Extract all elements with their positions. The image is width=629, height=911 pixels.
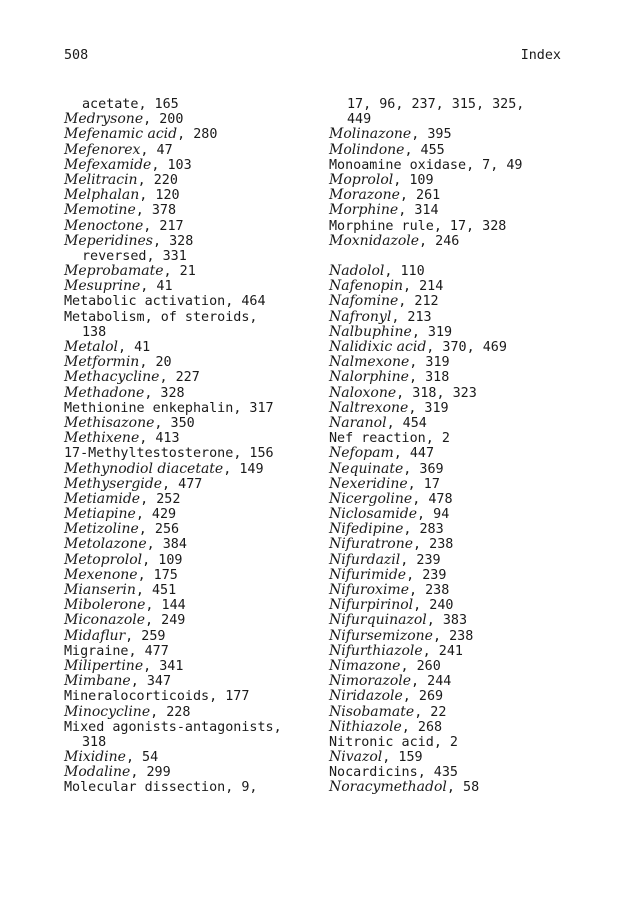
index-entry bbox=[329, 553, 589, 568]
index-entry bbox=[329, 705, 589, 720]
index-page-refs: , 455 bbox=[404, 142, 445, 158]
index-term: 449 bbox=[347, 112, 372, 128]
index-page-refs: , 252 bbox=[140, 491, 181, 507]
index-entry bbox=[329, 629, 589, 644]
index-page-refs: , 22 bbox=[414, 704, 447, 720]
index-term: Nifurthiazole bbox=[329, 642, 423, 659]
index-term: Nafomine bbox=[329, 293, 399, 310]
index-entry bbox=[329, 765, 589, 780]
index-entry bbox=[64, 553, 324, 568]
index-entry bbox=[64, 644, 324, 659]
index-page-refs: , 454 bbox=[386, 415, 427, 431]
index-entry bbox=[329, 97, 589, 112]
index-term: Milipertine bbox=[64, 657, 144, 674]
index-term: Memotine bbox=[64, 202, 136, 219]
index-term: Molecular dissection, 9, bbox=[64, 780, 258, 796]
index-entry bbox=[64, 477, 324, 492]
index-term: Nimazone bbox=[329, 657, 401, 674]
index-term: Niclosamide bbox=[329, 506, 418, 523]
index-term: Noracymethadol bbox=[329, 779, 447, 796]
index-column-right bbox=[329, 97, 589, 796]
index-entry bbox=[64, 659, 324, 674]
index-entry bbox=[329, 340, 589, 355]
index-entry bbox=[64, 143, 324, 158]
index-page-refs: , 429 bbox=[135, 507, 177, 523]
index-entry bbox=[329, 370, 589, 385]
index-term: Mixed agonists-antagonists, bbox=[64, 719, 282, 735]
index-page-refs: , 370, 469 bbox=[426, 340, 507, 355]
index-term: Morphine bbox=[329, 202, 399, 219]
index-entry bbox=[329, 401, 589, 416]
index-page-refs: , 378 bbox=[135, 203, 177, 219]
index-entry bbox=[64, 97, 324, 112]
index-page-refs: , 239 bbox=[400, 552, 441, 568]
index-entry bbox=[329, 310, 589, 325]
index-term: Nexeridine bbox=[329, 475, 408, 492]
index-term: Meperidines bbox=[64, 232, 153, 249]
index-page-refs: , 260 bbox=[400, 658, 441, 674]
index-term: Nithiazole bbox=[329, 718, 402, 735]
index-term: Nivazol bbox=[329, 749, 383, 766]
index-entry bbox=[64, 492, 324, 507]
index-page-refs: , 328 bbox=[152, 233, 194, 249]
index-entry bbox=[64, 629, 324, 644]
index-page-refs: , 350 bbox=[154, 415, 195, 431]
index-page-refs: , 447 bbox=[393, 446, 435, 462]
index-term: Metiapine bbox=[64, 506, 136, 523]
index-term: Meprobamate bbox=[64, 263, 164, 280]
index-term: reversed bbox=[82, 248, 147, 264]
index-page-refs: , 159 bbox=[382, 750, 423, 766]
index-page-refs: , 238 bbox=[432, 628, 474, 644]
index-page-refs: , 477 bbox=[162, 476, 203, 492]
index-entry bbox=[64, 598, 324, 613]
index-page-refs: , 94 bbox=[417, 507, 450, 523]
index-page-refs: , 110 bbox=[384, 264, 425, 280]
index-page-refs: , 217 bbox=[143, 218, 184, 234]
page-number: 508 bbox=[64, 48, 89, 63]
index-term: Methionine enkephalin bbox=[64, 400, 234, 416]
index-entry bbox=[329, 522, 589, 537]
index-entry bbox=[64, 462, 324, 477]
index-page-refs: , 213 bbox=[391, 309, 432, 325]
index-entry bbox=[64, 674, 324, 689]
index-entry bbox=[64, 583, 324, 598]
index-page-refs: , 347 bbox=[130, 674, 172, 690]
index-entry bbox=[64, 522, 324, 537]
index-entry bbox=[329, 583, 589, 598]
index-term: Nefopam bbox=[329, 445, 394, 462]
index-entry bbox=[329, 127, 589, 142]
index-page-refs: , 20 bbox=[139, 355, 172, 371]
index-entry bbox=[329, 325, 589, 340]
index-term: Nalorphine bbox=[329, 369, 409, 386]
index-entry bbox=[329, 720, 589, 735]
index-page-refs: , 328 bbox=[144, 385, 185, 401]
index-entry bbox=[329, 735, 589, 750]
index-term: Methadone bbox=[64, 384, 145, 401]
index-term: 318 bbox=[82, 734, 107, 750]
index-page-refs: , 239 bbox=[406, 567, 447, 583]
index-page-refs: , 103 bbox=[151, 157, 192, 173]
index-entry bbox=[329, 416, 589, 431]
index-page-refs: , 283 bbox=[403, 522, 444, 538]
index-entry bbox=[64, 234, 324, 249]
index-entry bbox=[64, 219, 324, 234]
index-entry bbox=[329, 431, 589, 446]
index-page-refs: , 395 bbox=[411, 127, 452, 143]
index-term: Metoprolol bbox=[64, 551, 143, 568]
index-term: Methisazone bbox=[64, 414, 155, 431]
index-entry bbox=[64, 416, 324, 431]
index-term: Metalol bbox=[64, 339, 118, 355]
index-page-refs: , 165 bbox=[138, 97, 179, 112]
index-term: Methacycline bbox=[64, 369, 160, 386]
index-page-refs: , 58 bbox=[446, 780, 480, 796]
index-term: Melphalan bbox=[64, 187, 140, 204]
index-term: Nadolol bbox=[329, 263, 385, 280]
index-term: Nifursemizone bbox=[329, 627, 433, 644]
index-page-refs: , 238 bbox=[408, 583, 450, 598]
index-term: Mianserin bbox=[64, 582, 136, 598]
index-entry bbox=[64, 446, 324, 461]
index-page-refs: , 319 bbox=[411, 324, 453, 340]
index-entry bbox=[64, 568, 324, 583]
index-term: Metformin bbox=[64, 354, 140, 371]
index-entry bbox=[329, 386, 589, 401]
index-term: Mefexamide bbox=[64, 156, 152, 173]
index-entry bbox=[329, 537, 589, 552]
index-entry bbox=[329, 568, 589, 583]
index-page-refs: , 21 bbox=[163, 264, 196, 280]
index-page-refs: , 200 bbox=[143, 112, 184, 128]
index-page-refs: , 244 bbox=[411, 674, 452, 690]
index-entry bbox=[329, 750, 589, 765]
index-page-refs: , 451 bbox=[135, 583, 177, 598]
index-term: Molinazone bbox=[329, 126, 412, 143]
index-term: Nifedipine bbox=[329, 521, 404, 538]
index-gap bbox=[329, 249, 589, 264]
index-entry bbox=[329, 158, 589, 173]
index-page-refs: , 177 bbox=[209, 689, 250, 705]
running-head: Index bbox=[520, 48, 561, 63]
index-page-refs: , 318, 323 bbox=[396, 385, 477, 401]
index-term: Metiamide bbox=[64, 490, 141, 507]
index-page-refs: , 317 bbox=[233, 400, 274, 416]
index-term: Nalbuphine bbox=[329, 323, 412, 340]
index-entry bbox=[64, 507, 324, 522]
index-term: Nocardicins bbox=[329, 765, 418, 781]
index-term: Metabolism, of steroids, bbox=[64, 309, 258, 325]
index-page-refs: , 464 bbox=[225, 294, 266, 310]
index-term: Mefenamic acid bbox=[64, 126, 178, 143]
index-entry bbox=[329, 492, 589, 507]
index-page-refs: , 2 bbox=[433, 734, 458, 750]
index-term: 138 bbox=[82, 324, 107, 340]
index-page-refs: , 477 bbox=[128, 643, 169, 659]
index-entry bbox=[64, 735, 324, 750]
index-page-refs: , 369 bbox=[403, 461, 444, 477]
index-term: Methysergide bbox=[64, 475, 163, 492]
index-page-refs: , 269 bbox=[402, 689, 444, 705]
index-page-refs: , 341 bbox=[143, 658, 184, 674]
index-entry bbox=[64, 279, 324, 294]
index-page-refs: , 268 bbox=[401, 719, 443, 735]
index-page-refs: , 41 bbox=[140, 279, 173, 295]
index-entry bbox=[64, 173, 324, 188]
index-entry bbox=[329, 644, 589, 659]
index-entry bbox=[329, 780, 589, 795]
index-entry bbox=[329, 112, 589, 127]
index-term: Mineralocorticoids bbox=[64, 689, 210, 705]
index-term: Menoctone bbox=[64, 217, 144, 234]
index-page-refs: , 256 bbox=[138, 522, 180, 538]
index-page-refs: , 314 bbox=[398, 203, 439, 219]
index-page-refs: , 228 bbox=[150, 704, 191, 720]
index-page-refs: , 280 bbox=[177, 127, 218, 143]
index-entry bbox=[64, 370, 324, 385]
index-page-refs: , 109 bbox=[142, 552, 183, 568]
index-term: Mexenone bbox=[64, 566, 138, 583]
index-page-refs: , 109 bbox=[393, 172, 434, 188]
index-term: acetate bbox=[82, 97, 139, 112]
index-page-refs: , 259 bbox=[125, 628, 166, 644]
index-page-refs: , 241 bbox=[422, 643, 463, 659]
index-page-refs: , 246 bbox=[419, 233, 460, 249]
index-term: Molindone bbox=[329, 141, 405, 158]
index-term: Nisobamate bbox=[329, 703, 415, 720]
index-term: Methynodiol diacetate bbox=[64, 460, 224, 477]
index-entry bbox=[329, 143, 589, 158]
index-entry bbox=[329, 294, 589, 309]
index-term: Nifurimide bbox=[329, 566, 407, 583]
index-entry bbox=[64, 705, 324, 720]
index-entry bbox=[64, 431, 324, 446]
index-entry bbox=[329, 674, 589, 689]
index-term: Modaline bbox=[64, 764, 131, 781]
index-entry bbox=[329, 264, 589, 279]
index-page-refs: , 435 bbox=[417, 765, 458, 781]
index-page-refs: , 478 bbox=[412, 491, 453, 507]
index-page-refs: , 149 bbox=[223, 461, 264, 477]
index-term: Nalidixic acid bbox=[329, 339, 427, 355]
index-entry bbox=[329, 462, 589, 477]
index-term: Metabolic activation bbox=[64, 294, 226, 310]
index-term: Monoamine oxidase bbox=[329, 157, 467, 173]
index-entry bbox=[64, 613, 324, 628]
index-term: Mefenorex bbox=[64, 141, 141, 158]
index-page-refs: , 319 bbox=[409, 355, 450, 371]
index-entry bbox=[329, 613, 589, 628]
index-term: Mixidine bbox=[64, 749, 126, 766]
index-term: Nequinate bbox=[329, 460, 404, 477]
index-entry bbox=[329, 173, 589, 188]
index-page-refs: , 383 bbox=[426, 613, 468, 629]
index-entry bbox=[329, 188, 589, 203]
index-page-refs: , 41 bbox=[117, 340, 151, 355]
index-page-refs: , 175 bbox=[137, 567, 178, 583]
index-term: Morphine rule bbox=[329, 218, 434, 234]
index-term: Mesuprine bbox=[64, 278, 141, 295]
index-entry bbox=[329, 477, 589, 492]
index-term: Nafronyl bbox=[329, 308, 392, 325]
index-entry bbox=[329, 234, 589, 249]
index-page-refs: , 319 bbox=[408, 400, 449, 416]
index-page-refs: , 384 bbox=[146, 537, 187, 553]
index-entry bbox=[64, 537, 324, 552]
index-term: Methixene bbox=[64, 430, 140, 447]
index-term: Nicergoline bbox=[329, 490, 413, 507]
index-term: Metolazone bbox=[64, 536, 147, 553]
index-page-refs: , 249 bbox=[145, 613, 186, 629]
index-term: Mimbane bbox=[64, 673, 131, 690]
index-term: Metizoline bbox=[64, 521, 139, 538]
index-term: Morazone bbox=[329, 187, 400, 204]
index-term: Nifurquinazol bbox=[329, 612, 427, 629]
index-term: Minocycline bbox=[64, 703, 151, 720]
index-entry bbox=[64, 112, 324, 127]
index-page-refs: , 238 bbox=[413, 537, 454, 553]
index-term: Melitracin bbox=[64, 171, 138, 188]
index-page-refs: , 156 bbox=[233, 446, 274, 462]
index-term: Miconazole bbox=[64, 612, 146, 629]
index-entry bbox=[329, 203, 589, 218]
index-term: Nifuratrone bbox=[329, 536, 414, 553]
index-page-refs: , 227 bbox=[159, 370, 200, 386]
index-column-left bbox=[64, 97, 324, 796]
index-entry bbox=[64, 158, 324, 173]
index-entry bbox=[64, 386, 324, 401]
index-entry bbox=[64, 127, 324, 142]
index-term: Niridazole bbox=[329, 688, 403, 705]
index-term: Naranol bbox=[329, 414, 387, 431]
index-page-refs: , 214 bbox=[402, 279, 444, 295]
index-page-refs: , 2 bbox=[425, 431, 450, 447]
index-term: Naltrexone bbox=[329, 399, 409, 416]
index-page-refs: , 144 bbox=[145, 598, 186, 614]
index-entry bbox=[329, 598, 589, 613]
index-entry bbox=[329, 219, 589, 234]
index-entry bbox=[64, 264, 324, 279]
index-entry bbox=[64, 720, 324, 735]
index-entry bbox=[329, 659, 589, 674]
index-entry bbox=[64, 340, 324, 355]
index-term: Midaflur bbox=[64, 627, 126, 644]
index-page-refs: , 47 bbox=[140, 142, 173, 158]
index-entry bbox=[64, 765, 324, 780]
index-page-refs: , 17 bbox=[407, 476, 440, 492]
index-term: Nalmexone bbox=[329, 354, 410, 371]
index-term: Medrysone bbox=[64, 111, 144, 128]
index-entry bbox=[64, 249, 324, 264]
index-term: 17, 96, 237, 315, 325, bbox=[347, 97, 525, 112]
index-page-refs: , 17, 328 bbox=[433, 218, 507, 234]
index-entry bbox=[64, 750, 324, 765]
index-entry bbox=[64, 780, 324, 795]
index-entry bbox=[64, 401, 324, 416]
index-entry bbox=[329, 279, 589, 294]
index-entry bbox=[64, 689, 324, 704]
index-entry bbox=[64, 188, 324, 203]
index-term: Naloxone bbox=[329, 384, 397, 401]
index-term: 17-Methyltestosterone bbox=[64, 446, 234, 462]
index-entry bbox=[329, 355, 589, 370]
index-term: Moxnidazole bbox=[329, 232, 420, 249]
index-term: Nifurpirinol bbox=[329, 597, 414, 614]
index-page-refs: , 240 bbox=[413, 598, 454, 614]
index-term: Nitronic acid bbox=[329, 734, 434, 750]
index-entry bbox=[64, 203, 324, 218]
index-term: Migraine bbox=[64, 643, 129, 659]
index-page-refs: , 261 bbox=[399, 188, 441, 204]
index-term: Nafenopin bbox=[329, 278, 403, 295]
index-page-refs: , 120 bbox=[139, 188, 180, 204]
index-entry bbox=[329, 689, 589, 704]
index-page-refs: , 220 bbox=[137, 172, 178, 188]
index-entry bbox=[64, 294, 324, 309]
index-term: Mibolerone bbox=[64, 597, 146, 614]
index-page-refs: , 7, 49 bbox=[466, 157, 523, 173]
index-entry bbox=[329, 507, 589, 522]
index-page-refs: , 331 bbox=[146, 248, 187, 264]
index-page-refs: , 299 bbox=[130, 765, 171, 781]
index-entry bbox=[64, 310, 324, 325]
index-term: Nimorazole bbox=[329, 673, 412, 690]
index-term: Nef reaction bbox=[329, 431, 426, 447]
index-page-refs: , 318 bbox=[408, 370, 450, 386]
index-term: Moprolol bbox=[329, 171, 394, 188]
index-page-refs: , 212 bbox=[398, 294, 439, 310]
index-entry bbox=[64, 325, 324, 340]
index-entry bbox=[64, 355, 324, 370]
index-page-refs: , 54 bbox=[125, 750, 159, 766]
index-term: Nifurdazil bbox=[329, 551, 401, 568]
index-term: Nifuroxime bbox=[329, 582, 409, 598]
index-entry bbox=[329, 446, 589, 461]
index-page-refs: , 413 bbox=[139, 431, 180, 447]
